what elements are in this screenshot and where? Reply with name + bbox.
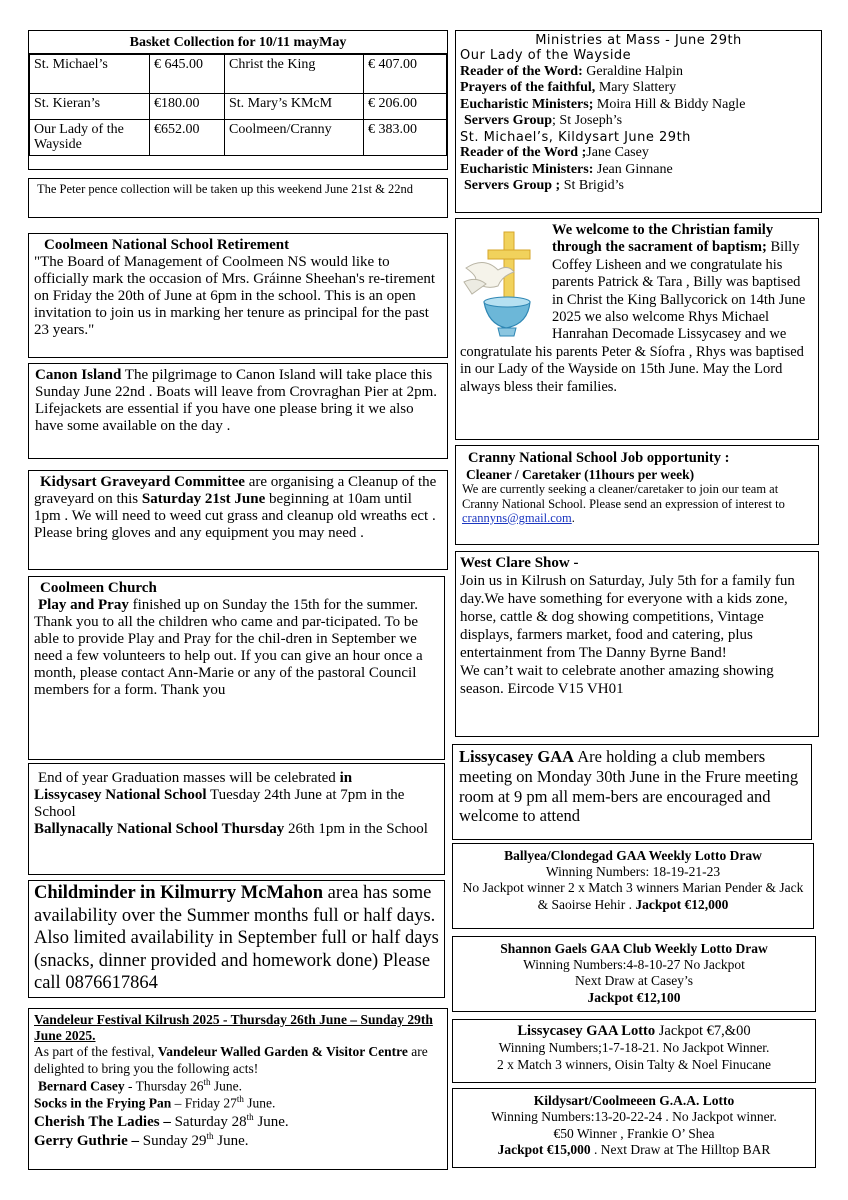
graduation-day2: Thursday	[218, 820, 285, 837]
graveyard-box	[28, 470, 448, 570]
basket-title: Basket Collection for 10/11 mayMay	[29, 31, 447, 54]
retirement-box	[28, 233, 448, 358]
ministry-label: Eucharistic Ministers;	[460, 96, 594, 112]
church-box	[28, 576, 445, 760]
ballyea-jackpot: Jackpot €12,000	[635, 896, 729, 912]
kildysart-lotto-footer	[457, 1142, 811, 1158]
baptism-text: Billy Coffey Lisheen and we congratulate his parents Patrick & Tara , Billy was baptised in Christ the King Ballycorick on 14th June 2025 we also welcome Rhys Michael Hanrahan Decomade Lissycasey and we congratulate his parents Peter & Síofra , Rhys was baptised in our Lady of the Wayside on 15th June. May the Lord always bless their families.	[460, 239, 806, 395]
ministry-label: Prayers of the faithful,	[460, 80, 596, 96]
ministry-label: Eucharistic Ministers:	[460, 161, 594, 177]
peter-pence-text: The Peter pence collection will be taken up this weekend June 21st & 22nd	[37, 182, 413, 196]
lissycasey-lotto-winners: 2 x Match 3 winners, Oisin Talty & Noel Finucane	[496, 1056, 771, 1072]
lissycasey-lotto-header	[457, 1023, 811, 1040]
graveyard-text2: beginning at 10am until 1pm . We will need to weed cut grass and cleanup old wreaths ect . Please bring gloves and any equipment you may need .	[34, 490, 436, 541]
canon-island-box	[28, 363, 448, 459]
act-sup: th	[206, 1131, 214, 1142]
graduation-text1: End of year Graduation masses will be celebrated	[38, 770, 340, 786]
parish-name: St. Michael’s	[30, 55, 150, 94]
table-row	[30, 94, 447, 120]
graduation-in: in	[339, 770, 353, 786]
act-date: - Thursday 26	[124, 1078, 204, 1094]
ministries-heading: Ministries at Mass - June 29th	[535, 33, 742, 48]
act-line	[34, 1112, 442, 1131]
parish-name: Coolmeen/Cranny	[225, 120, 364, 156]
kildysart-lotto-winner: €50 Winner , Frankie O’ Shea	[553, 1125, 715, 1141]
table-row	[30, 55, 447, 94]
ministry-value: Geraldine Halpin	[582, 63, 684, 79]
act-name: Bernard Casey	[38, 1078, 125, 1094]
west-clare-box	[455, 551, 819, 737]
parish-name: St. Kieran’s	[30, 94, 150, 120]
vandeleur-garden: Vandeleur Walled Garden & Visitor Centre	[157, 1044, 408, 1060]
cranny-text-block	[462, 482, 812, 525]
act-line	[34, 1094, 442, 1112]
kildysart-lotto-next: . Next Draw at The Hilltop BAR	[590, 1142, 771, 1158]
act-tail: June.	[210, 1078, 243, 1094]
graduation-school1: Lissycasey National School	[34, 786, 207, 803]
ministry-label: Servers Group	[464, 113, 553, 129]
ministry-line	[460, 64, 817, 81]
childminder-text: area has some availability over the Summer months full or half days. Also limited availability in September full or half days (snacks, dinner provided and homework done) Please call 0876617864	[34, 883, 439, 994]
childminder-box	[28, 880, 445, 998]
ministry-value: Jane Casey	[586, 145, 649, 161]
act-line	[34, 1131, 442, 1150]
kildysart-lotto-numbers: Winning Numbers:13-20-22-24 . No Jackpot winner.	[491, 1109, 777, 1125]
ministry-label: Reader of the Word ;	[460, 145, 587, 161]
parish-name: Christ the King	[225, 55, 364, 94]
lissycasey-meeting-text: Are holding a club members meeting on Monday 30th June in the Frure meeting room at 9 pm all mem-bers are encouraged and welcome to attend	[459, 747, 799, 826]
act-sup: th	[203, 1076, 211, 1087]
lissycasey-lotto-numbers: Winning Numbers;1-7-18-21. No Jackpot Winner.	[498, 1040, 770, 1056]
graduation-school2: Ballynacally National School	[34, 820, 219, 837]
act-tail: June.	[243, 1095, 276, 1111]
church-text: finished up on Sunday the 15th for the summer. Thank you to all the children who came and par-ticipated. To be able to provide Play and Pray for the chil-dren in September we need a few volunteers to help out. If you can give an hour once a month, please contact Ann-Marie or any of the pastoral Council members for a form. Thank you	[34, 596, 423, 698]
graveyard-text1: are organising a Cleanup of the graveyard on this	[34, 474, 437, 507]
shannon-lotto-box	[452, 936, 816, 1012]
ministry-line	[460, 113, 817, 130]
vandeleur-intro	[34, 1044, 442, 1076]
ballyea-numbers: Winning Numbers: 18-19-21-23	[545, 864, 721, 880]
amount: € 383.00	[364, 120, 447, 156]
parish-heading-wayside: Our Lady of the Wayside	[460, 48, 632, 64]
act-date: Saturday 28	[170, 1114, 247, 1131]
baptism-heading: We welcome to the Christian family through the sacrament of baptism;	[552, 222, 774, 256]
act-sup: th	[236, 1094, 244, 1105]
ministry-label: Servers Group ;	[464, 178, 561, 194]
childminder-title: Childminder in Kilmurry McMahon	[34, 883, 323, 903]
west-clare-text: Join us in Kilrush on Saturday, July 5th for a family fun day.We have something for everyone with a kids zone, horse, cattle & dog showing competitions, Vintage displays, farmers market, food and catering, plus entertainment from The Danny Byrne Band!	[460, 573, 795, 661]
ministry-value: Mary Slattery	[595, 80, 677, 96]
ballyea-text-block	[457, 880, 809, 912]
basket-collection-box	[28, 30, 448, 170]
ministry-line	[460, 162, 817, 179]
act-line	[34, 1077, 442, 1095]
act-date: Sunday 29	[138, 1133, 207, 1150]
amount: €180.00	[150, 94, 225, 120]
vandeleur-box	[28, 1008, 448, 1170]
cranny-end: .	[571, 510, 575, 525]
west-clare-text2: We can’t wait to celebrate another amazing showing season. Eircode V15 VH01	[460, 663, 774, 697]
act-name: Socks in the Frying Pan	[34, 1095, 172, 1111]
peter-pence-box	[28, 178, 448, 218]
ministry-value: Jean Ginnane	[593, 161, 673, 177]
shannon-jackpot: Jackpot €12,100	[587, 989, 681, 1005]
act-sup: th	[246, 1112, 254, 1123]
parish-name: St. Mary’s KMcM	[225, 94, 364, 120]
ministry-value: St Brigid’s	[560, 178, 624, 194]
cranny-email-link[interactable]: crannyns@gmail.com	[462, 510, 572, 525]
retirement-title: Coolmeen National School Retirement	[44, 237, 290, 253]
kildysart-lotto-jackpot: Jackpot €15,000	[497, 1142, 591, 1158]
lissycasey-meeting-title: Lissycasey GAA	[459, 747, 575, 766]
cranny-title: Cranny National School Job opportunity :	[468, 450, 730, 466]
ministries-box	[455, 30, 822, 213]
ballyea-lotto-box	[452, 843, 814, 929]
graveyard-date: Saturday 21st June	[141, 490, 266, 507]
lissycasey-lotto-jackpot: Jackpot €7,&00	[655, 1023, 751, 1039]
ministry-line	[460, 80, 817, 97]
vandeleur-intro-text: As part of the festival,	[34, 1044, 158, 1060]
graduation-text3: 26th 1pm in the School	[284, 820, 428, 837]
lissycasey-lotto-title: Lissycasey GAA Lotto	[517, 1023, 656, 1039]
baptism-box	[455, 218, 819, 440]
cranny-text: We are currently seeking a cleaner/caretaker to join our team at Cranny National School. Please send an expression of interest to	[462, 482, 785, 511]
ministry-line	[460, 178, 817, 195]
lissycasey-meeting-box	[452, 744, 812, 840]
ministry-line	[460, 97, 817, 114]
parish-heading-kildysart: St. Michael’s, Kildysart June 29th	[460, 129, 691, 145]
west-clare-title: West Clare Show -	[460, 555, 579, 571]
shannon-title: Shannon Gaels GAA Club Weekly Lotto Draw	[500, 941, 768, 956]
act-name: Gerry Guthrie –	[34, 1133, 139, 1150]
canon-title: Canon Island	[35, 367, 122, 383]
ballyea-text: No Jackpot winner 2 x Match 3 winners Marian Pender & Jack & Saoirse Hehir .	[462, 880, 804, 912]
amount: € 206.00	[364, 94, 447, 120]
shannon-next: Next Draw at Casey’s	[574, 973, 694, 989]
baptism-dove-cross-icon	[458, 228, 550, 340]
ministry-value: Moira Hill & Biddy Nagle	[593, 96, 746, 112]
amount: € 407.00	[364, 55, 447, 94]
graduation-text2: Tuesday 24th June at 7pm in the School	[34, 786, 405, 820]
amount: €652.00	[150, 120, 225, 156]
act-date: – Friday 27	[171, 1095, 237, 1111]
graduation-box	[28, 763, 445, 875]
amount: € 645.00	[150, 55, 225, 94]
ministry-value: ; St Joseph’s	[552, 113, 623, 129]
ballyea-title: Ballyea/Clondegad GAA Weekly Lotto Draw	[504, 848, 762, 863]
retirement-text: "The Board of Management of Coolmeen NS would like to officially mark the occasion of Mrs. Gráinne Sheehan's re-tirement on Friday the 20th of June at 6pm in the school. This is an open invitation to join us in marking her tenure as principal for the past 23 years."	[34, 253, 436, 338]
act-tail: June.	[253, 1114, 289, 1131]
lissycasey-lotto-box	[452, 1019, 816, 1083]
table-row	[30, 120, 447, 156]
graveyard-title: Kidysart Graveyard Committee	[40, 474, 245, 490]
kildysart-lotto-title: Kildysart/Coolmeeen G.A.A. Lotto	[533, 1093, 735, 1108]
canon-text: The pilgrimage to Canon Island will take place this Sunday June 22nd . Boats will leave from Crovraghan Pier at 2pm. Lifejackets are essential if you have one please bring it we also have some available on the day .	[35, 367, 438, 434]
cranny-role: Cleaner / Caretaker (11hours per week)	[466, 466, 695, 482]
vandeleur-title: Vandeleur Festival Kilrush 2025 - Thursday 26th June – Sunday 29th June 2025.	[34, 1012, 433, 1044]
church-title: Coolmeen Church	[40, 580, 157, 596]
vandeleur-intro-text2: are delighted to bring you the following acts!	[34, 1044, 428, 1076]
shannon-numbers: Winning Numbers:4-8-10-27 No Jackpot	[523, 957, 745, 973]
basket-table	[29, 54, 447, 156]
act-tail: June.	[213, 1133, 249, 1150]
act-name: Cherish The Ladies –	[34, 1114, 171, 1131]
kildysart-lotto-box	[452, 1088, 816, 1168]
cranny-box	[455, 445, 819, 545]
ministry-label: Reader of the Word:	[460, 63, 583, 79]
ministry-line	[460, 145, 817, 162]
parish-name: Our Lady of the Wayside	[30, 120, 150, 156]
play-pray-label: Play and Pray	[38, 596, 129, 613]
